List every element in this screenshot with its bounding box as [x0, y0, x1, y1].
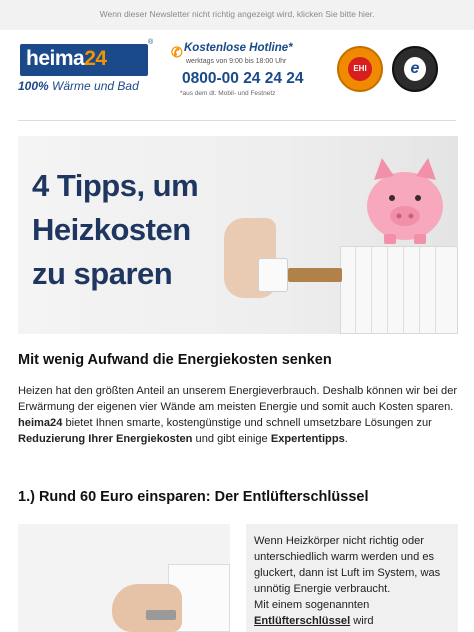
hotline-hours: werktags von 9:00 bis 18:00 Uhr: [186, 58, 287, 65]
hero-title-line1: 4 Tipps, um: [32, 168, 199, 203]
piggy-bank-icon: [362, 154, 448, 244]
section-heading-tip1: 1.) Rund 60 Euro einsparen: Der Entlüfterschlüssel: [18, 489, 369, 505]
hotline-note: *aus dem dt. Mobil- und Festnetz: [180, 90, 276, 97]
entluefterschluessel-link[interactable]: Entlüfterschlüssel: [254, 615, 351, 627]
intro-paragraph: Heizen hat den größten Anteil an unserem Energieverbrauch. Deshalb können wir bei der Erwärmung der eigenen vier Wände am meisten Energie und somit auch Kosten sparen. heima24 bietet Ihnen smarte, kostengünstige und schnell umsetzbare Lösungen zur Reduzierung Ihrer Energiekosten und gibt einige Expertentipps.: [18, 385, 458, 445]
tip1-textbox: [246, 524, 458, 632]
header-divider: [18, 120, 456, 121]
trusted-shops-seal-icon[interactable]: e: [392, 46, 438, 92]
heima24-logo[interactable]: [20, 44, 148, 76]
hotline-title: Kostenlose Hotline*: [184, 42, 293, 54]
bleed-key-image[interactable]: [18, 524, 230, 632]
hotline-number[interactable]: 0800-00 24 24 24: [182, 70, 304, 87]
section-heading-energy: Mit wenig Aufwand die Energiekosten senken: [18, 352, 332, 368]
logo-tagline: 100% Wärme und Bad: [18, 79, 139, 93]
logo-wordmark: heima24: [26, 47, 107, 70]
registered-mark: ®: [148, 39, 154, 46]
hero-title-line2: Heizkosten: [32, 212, 191, 247]
key-icon: [146, 610, 176, 620]
ehi-seal-icon[interactable]: EHI: [337, 46, 383, 92]
thermostat-valve: [258, 258, 288, 292]
phone-icon: ✆: [171, 44, 183, 60]
newsletter-header: [0, 30, 474, 120]
newsletter-topbar: [0, 0, 474, 30]
hero-title-line3: zu sparen: [32, 256, 173, 291]
hero-banner[interactable]: [18, 136, 458, 334]
tip1-text: Wenn Heizkörper nicht richtig oder unterschiedlich warm werden und es gluckert, dann ist Luft im System, was unnötig Energie verbraucht. Mit einem sogenannten Entlüfterschlüssel wird: [254, 535, 441, 627]
radiator-pipe: [288, 268, 342, 282]
view-in-browser-link[interactable]: Wenn dieser Newsletter nicht richtig angezeigt wird, klicken Sie bitte hier.: [99, 9, 375, 19]
radiator-image: [340, 246, 458, 334]
